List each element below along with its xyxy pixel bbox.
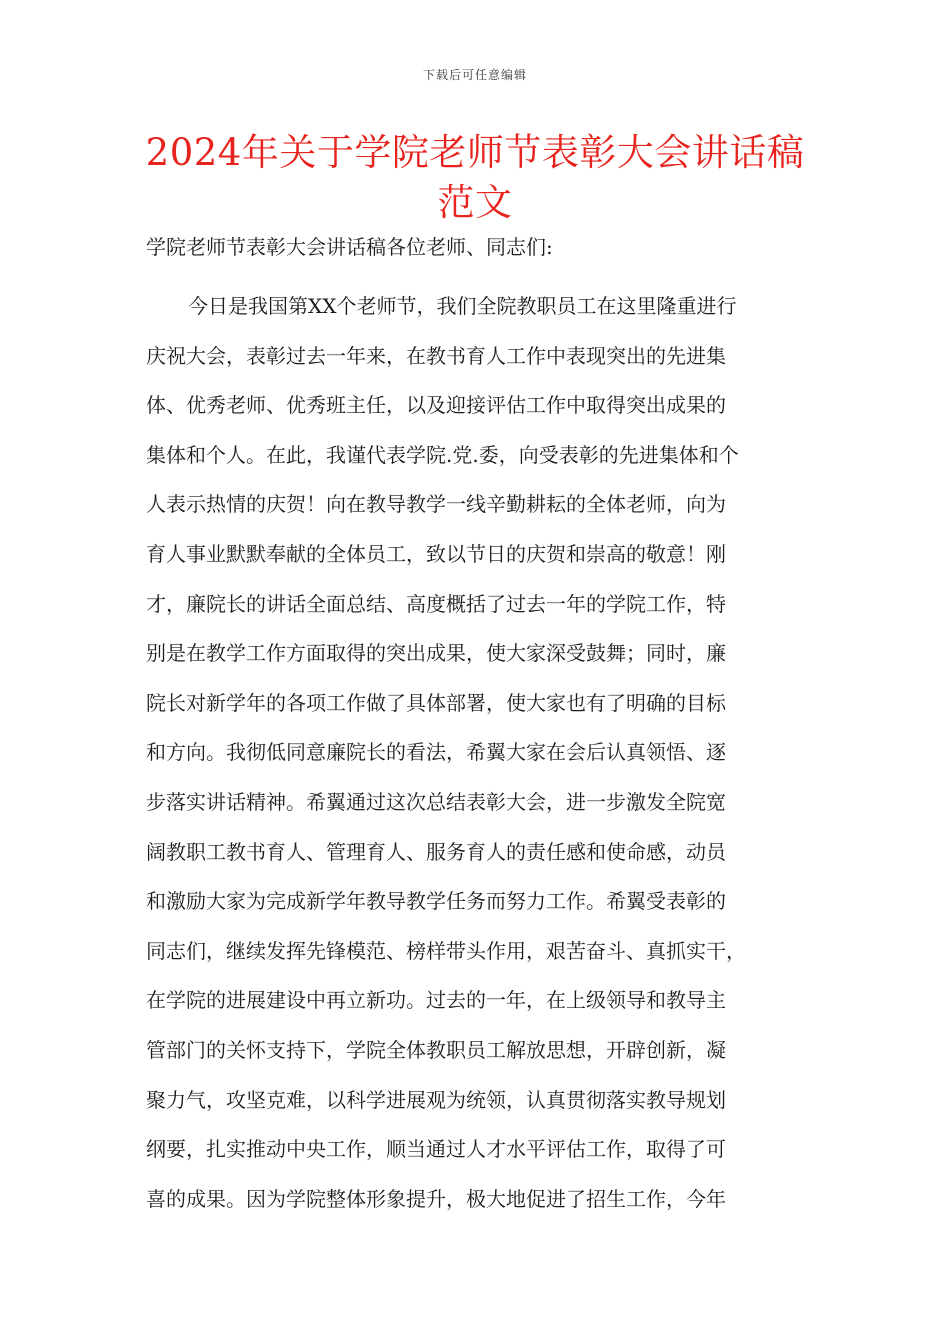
body-line: 育人事业默默奉献的全体员工，致以节日的庆贺和崇高的敬意！刚	[146, 541, 726, 566]
body-line: 体、优秀老师、优秀班主任，以及迎接评估工作中取得突出成果的	[146, 393, 726, 418]
body-line: 同志们，继续发挥先锋模范、榜样带头作用，艰苦奋斗、真抓实干，	[146, 938, 746, 963]
body-line: 院长对新学年的各项工作做了具体部署，使大家也有了明确的目标	[146, 690, 726, 715]
body-line: 步落实讲话精神。希翼通过这次总结表彰大会，进一步激发全院宽	[146, 789, 726, 814]
body-line: 和方向。我彻低同意廉院长的看法，希翼大家在会后认真领悟、逐	[146, 740, 726, 765]
body-line: 今日是我国第XX个老师节，我们全院教职员工在这里隆重进行	[188, 294, 737, 318]
body-line: 别是在教学工作方面取得的突出成果，使大家深受鼓舞；同时，廉	[146, 641, 726, 666]
body-line: 人表示热情的庆贺！向在教导教学一线辛勤耕耘的全体老师，向为	[146, 492, 726, 517]
body-line: 阔教职工教书育人、管理育人、服务育人的责任感和使命感，动员	[146, 839, 726, 864]
body-line: 才，廉院长的讲话全面总结、高度概括了过去一年的学院工作，特	[146, 591, 726, 616]
body-line: 集体和个人。在此，我谨代表学院.党.委，向受表彰的先进集体和个	[146, 442, 739, 467]
body-line: 聚力气，攻坚克难，以科学进展观为统领，认真贯彻落实教导规划	[146, 1087, 726, 1112]
body-text	[146, 282, 806, 1224]
document-title: 2024年关于学院老师节表彰大会讲话稿范文	[145, 131, 805, 224]
salutation: 学院老师节表彰大会讲话稿各位老师、同志们:	[146, 235, 553, 259]
body-line: 在学院的进展建设中再立新功。过去的一年，在上级领导和教导主	[146, 988, 726, 1013]
body-line: 庆祝大会，表彰过去一年来，在教书育人工作中表现突出的先进集	[146, 343, 726, 368]
body-line: 和激励大家为完成新学年教导教学任务而努力工作。希翼受表彰的	[146, 889, 726, 914]
body-line: 管部门的关怀支持下，学院全体教职员工解放思想，开辟创新，凝	[146, 1037, 726, 1062]
body-line: 喜的成果。因为学院整体形象提升，极大地促进了招生工作，今年	[146, 1186, 726, 1211]
body-line: 纲要，扎实推动中央工作，顺当通过人才水平评估工作，取得了可	[146, 1137, 726, 1162]
header-note: 下载后可任意编辑	[422, 68, 527, 82]
